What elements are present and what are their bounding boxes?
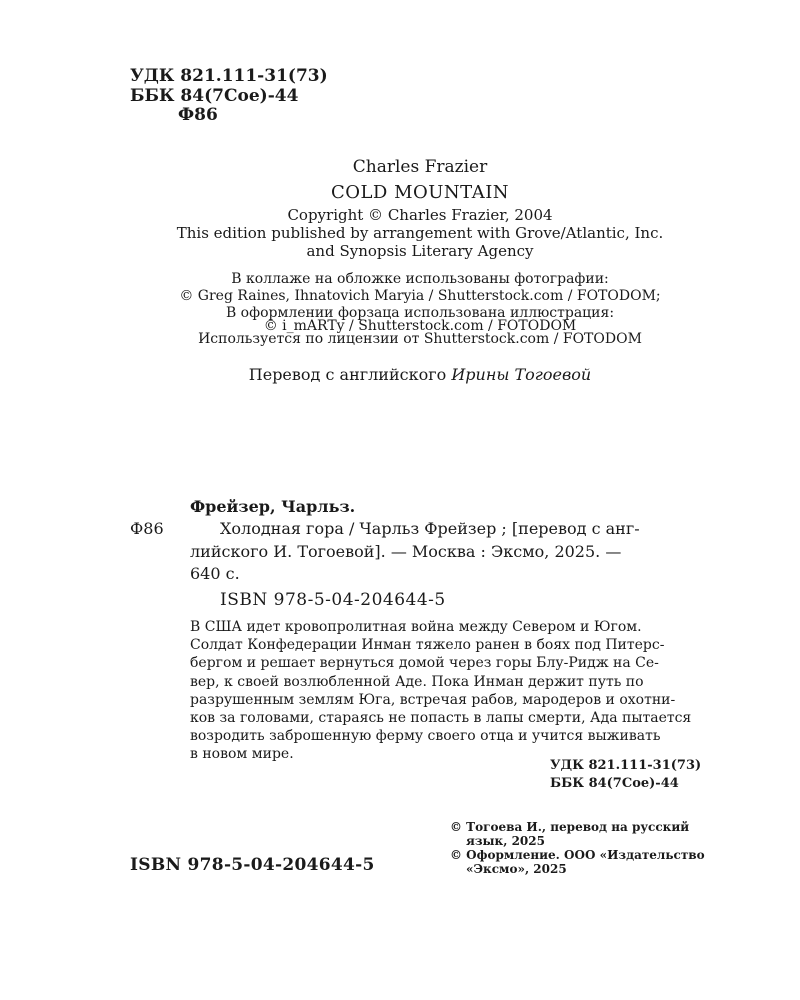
credit-line: Используется по лицензии от Shutterstock.com / FOTODOM [198, 331, 642, 347]
annotation-line: разрушенным землям Юга, встречая рабов, мародеров и охотни- [190, 691, 676, 708]
catalog-description-line: Холодная гора / Чарльз Фрейзер ; [перевод с анг- [220, 519, 640, 538]
translation-credit [0, 365, 800, 384]
isbn-bottom: ISBN 978-5-04-204644-5 [130, 855, 375, 875]
copyright-note: язык, 2025 [466, 834, 545, 848]
author-mark: Ф86 [178, 105, 218, 125]
catalog-description-line: лийского И. Тогоевой]. — Москва : Эксмо, 2025. — [190, 542, 622, 561]
translator-name: Ирины Тогоевой [451, 365, 592, 384]
credit-line: © i_mARTy / Shutterstock.com / FOTODOM [263, 318, 577, 334]
bbk-code: ББК 84(7Сое)-44 [130, 86, 299, 106]
catalog-author-heading: Фрейзер, Чарльз. [190, 497, 356, 516]
original-author: Charles Frazier [352, 157, 488, 177]
udk-code: УДК 821.111-31(73) [130, 66, 328, 86]
copyright-line: Copyright © Charles Frazier, 2004 [287, 206, 553, 224]
annotation-line: возродить заброшенную ферму своего отца и учится выживать [190, 728, 661, 745]
annotation [190, 618, 730, 764]
original-title: COLD MOUNTAIN [330, 182, 510, 203]
catalog-description-line: 640 с. [190, 564, 240, 583]
credit-line: В оформлении форзаца использована иллюстрация: [225, 305, 615, 321]
bbk-code-bottom: ББК 84(7Сое)-44 [550, 776, 679, 791]
annotation-line: В США идет кровопролитная война между Севером и Югом. [190, 619, 642, 635]
annotation-line: Солдат Конфедерации Инман тяжело ранен в боях под Питерс- [190, 637, 665, 654]
copyright-line: This edition published by arrangement with Grove/Atlantic, Inc. [176, 224, 664, 242]
annotation-line: бергом и решает вернуться домой через горы Блу-Ридж на Се- [190, 655, 659, 672]
copyright-line: and Synopsis Literary Agency [306, 242, 534, 260]
catalog-author-mark: Ф86 [130, 519, 164, 538]
annotation-line: вер, к своей возлюбленной Аде. Пока Инман держит путь по [190, 673, 644, 690]
udk-code-bottom: УДК 821.111-31(73) [550, 758, 702, 773]
copyright-note: © Оформление. ООО «Издательство [450, 848, 705, 862]
translation-prefix: Перевод с английского [248, 365, 447, 384]
credit-line: © Greg Raines, Ihnatovich Maryia / Shutterstock.com / FOTODOM; [179, 288, 661, 304]
copyright-note: © Тогоева И., перевод на русский [450, 820, 690, 834]
catalog-isbn: ISBN 978-5-04-204644-5 [220, 590, 446, 610]
copyright-note: «Эксмо», 2025 [466, 862, 567, 876]
annotation-line: в новом мире. [190, 746, 294, 763]
annotation-line: ков за головами, стараясь не попасть в лапы смерти, Ада пытается [190, 710, 692, 727]
credit-line: В коллаже на обложке использованы фотографии: [231, 271, 609, 287]
